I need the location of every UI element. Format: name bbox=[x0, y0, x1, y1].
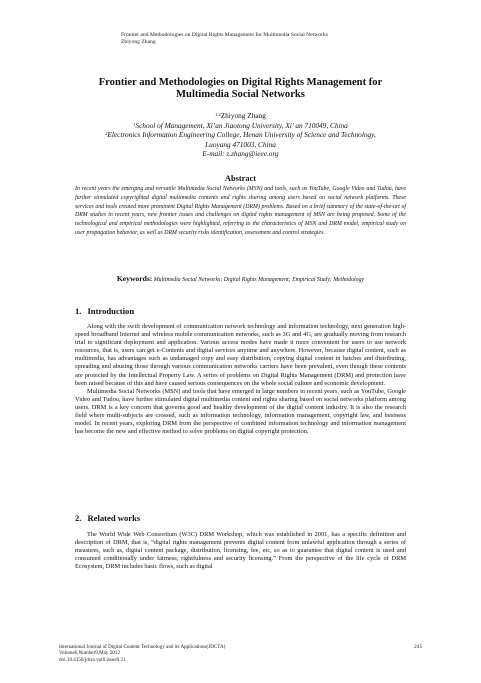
footer-volume: Volume6,Number9,May 2012 bbox=[59, 650, 120, 657]
section-title: Introduction bbox=[87, 306, 135, 316]
affiliation-2 bbox=[40, 130, 441, 140]
affiliation-2-text: Electronics Information Engineering College, Henan University of Science and Technology, bbox=[107, 130, 376, 140]
section-body-introduction bbox=[75, 323, 406, 436]
paragraph: Along with the swift development of communication network technology and information technology, next generation high-speed broadband Internet and wireless mobile communication networks, such as 3G and 4G, are gradually moving from research trial to significant deployment and application. Various access modes have made it more convenient for users to use network resources, that is, users can get e-Contents and digital services anytime and anywhere. However, because digital content, such as multimedia, has advantages such as undamaged copy and easy distribution, copying digital content in batches and distributing, spreading and abusing those through various communication networks carriers have been prevalent, even though these contents are protected by the Intellectual Property Law. A series of problems on Digital Rights Management (DRM) and protection have been raised because of this and have caused serious consequences on the whole social culture and economic development. bbox=[75, 323, 406, 387]
affiliation-1 bbox=[40, 121, 441, 131]
paper-title-line-2: Multimedia Social Networks bbox=[176, 89, 305, 100]
affiliation-2-city: Luoyang 471003, China bbox=[205, 139, 276, 149]
paragraph: Multimedia Social Networks (MSN) and tools that have emerged in large numbers in recent years, such as YouTube, Google Video and Tudou, have further stimulated digital multimedia content and rights sharing based on social networks platform among users. DRM is a key concern that governs good and healthy development of the digital content industry. It is also the research field where multi-subjects are crossed, such as information technology, information management, copyright law, and business model. In recent years, exploring DRM from the perspective of combined information technology and information management has become the new and effective method to solve problems on digital copyright protection. bbox=[75, 387, 406, 436]
keywords bbox=[75, 275, 406, 285]
section-number: 1. bbox=[75, 306, 82, 316]
author-block bbox=[40, 111, 441, 159]
affiliation-1-superscript: 1 bbox=[133, 121, 136, 127]
keywords-text: Multimedia Social Networks; Digital Rights Management; Empirical Study; Methodology bbox=[153, 277, 365, 283]
section-heading-related-works bbox=[75, 513, 406, 523]
running-head-title: Frontier and Methodologies on Digital Rights Management for Multimedia Social Networks bbox=[121, 32, 328, 38]
footer-doi: doi:10.4156/jdcta.vol6.issue9.31 bbox=[59, 656, 126, 663]
paragraph: The World Wide Web Consortium (W3C) DRM Workshop, which was established in 2001, has a specific definition and description of DRM, that is, “digital rights management prevents digital content from unlawful application through a series of measures, such as, digital content package, distribution, licensing, fee, etc, so as to guarantee that digital content is used and consumed conditionally under fairness, rightfulness and security licensing.” From the perspective of the life cycle of DRM Ecosystem, DRM includes basic flows, such as digital bbox=[75, 531, 406, 571]
affiliation-1-text: School of Management, Xi’an Jiaotong University, Xi’ an 710049, China bbox=[135, 120, 348, 130]
author-superscript: 1,2 bbox=[215, 112, 221, 117]
footer-journal: International Journal of Digital Content Technology and its Applications(JDCTA) bbox=[59, 644, 226, 650]
author-name: Zhiyong Zhang bbox=[220, 111, 266, 120]
paper-title bbox=[40, 77, 441, 101]
section-body-related-works bbox=[75, 531, 406, 571]
page-footer bbox=[59, 644, 359, 663]
author-email: E-mail: z.zhang@ieee.org bbox=[202, 149, 279, 159]
running-head bbox=[121, 32, 421, 46]
keywords-label: Keywords: bbox=[116, 274, 153, 283]
running-head-author: Zhiyong Zhang bbox=[121, 39, 156, 45]
author-line bbox=[40, 111, 441, 121]
affiliation-2-superscript: 2 bbox=[105, 131, 108, 137]
section-title: Related works bbox=[87, 513, 141, 523]
section-number: 2. bbox=[75, 513, 82, 523]
paper-title-line-1: Frontier and Methodologies on Digital Rights Management for bbox=[98, 77, 383, 88]
abstract-text: In recent years the emerging and versatile Multimedia Social Networks (MSN) and tools, such as YouTube, Google Video and Tudou, have further stimulated copyrighted digital multimedia contents and rights sharing among users based on social network platforms. These services and tools created more prominent Digital Rights Management (DRM) problems. Based on a brief summary of the state-of-the-art of DRM studies in recent years, new frontier issues and challenges on digital rights management of MSN are being proposed. Some of the technological and empirical methodologies were highlighted, referring to the characteristics of MSN and DRM model, empirical study on user propagation behavior, as well as DRM security risks identification, assessment and control strategies. bbox=[75, 186, 406, 236]
abstract-heading: Abstract bbox=[224, 174, 257, 183]
section-heading-introduction bbox=[75, 306, 406, 316]
page-number: 245 bbox=[414, 644, 423, 650]
